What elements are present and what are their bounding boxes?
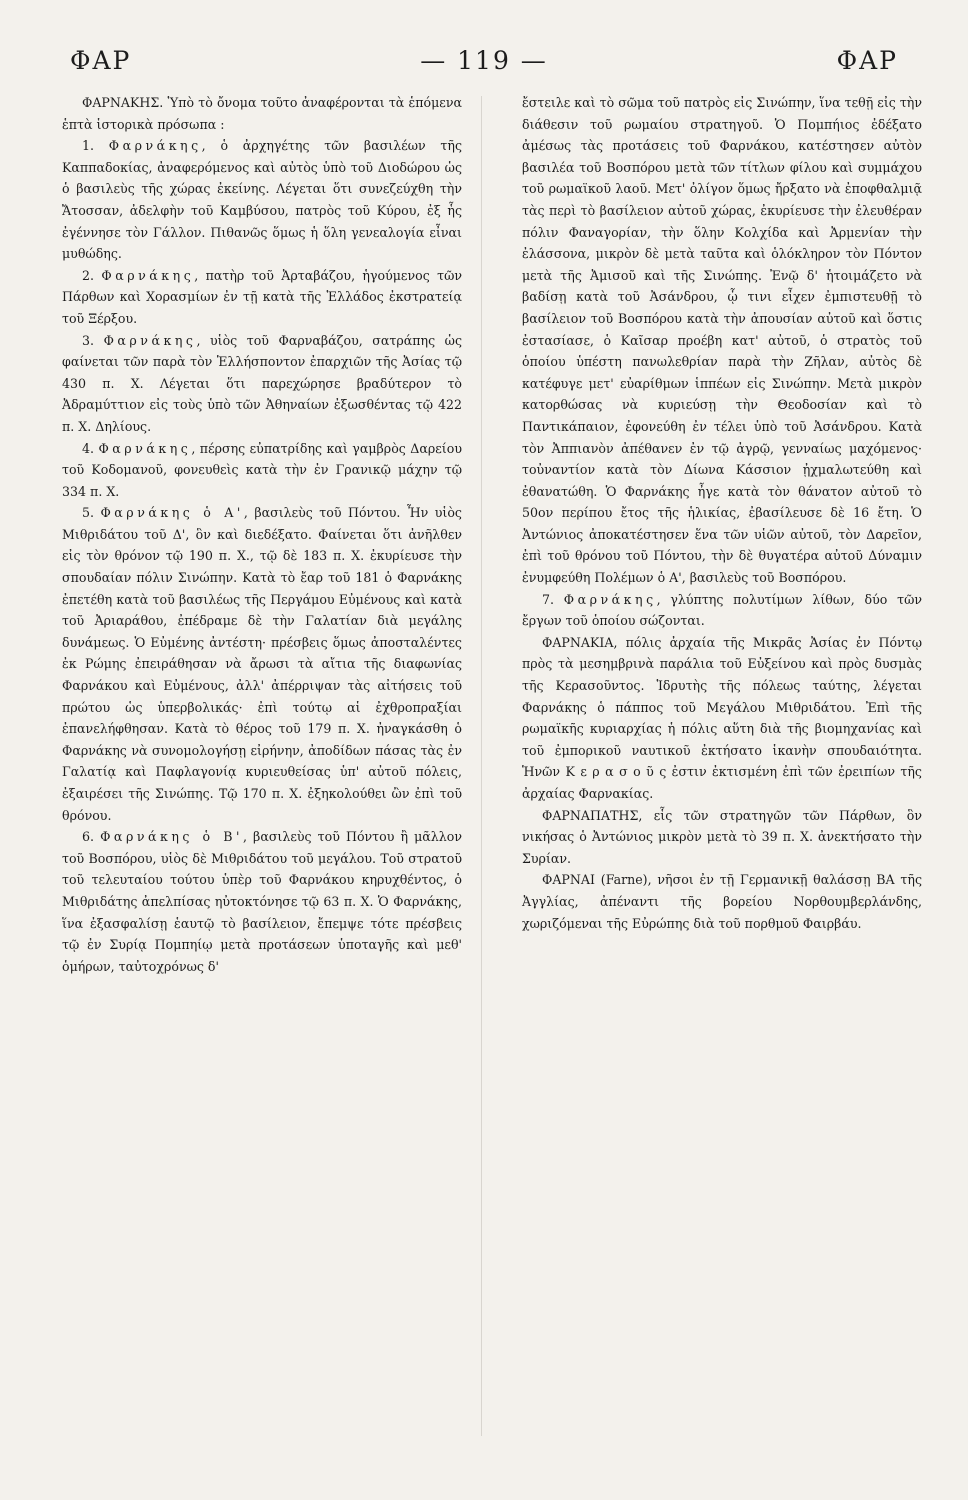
entry-number: 5.	[82, 505, 101, 521]
right-column	[522, 92, 922, 977]
entry-name: Φαρνάκης ὁ Β'	[100, 829, 243, 845]
entry-name: Φαρνάκης	[98, 440, 192, 456]
entry-headword: ΦΑΡΝΑΚΗΣ.	[82, 95, 164, 110]
header-right: ΦΑΡ	[836, 45, 898, 75]
entry-farnakis-4	[62, 438, 462, 503]
entry-name: Φαρνάκης	[108, 138, 202, 154]
entry-text: Ὑπὸ τὸ ὄνομα τοῦτο ἀναφέρονται τὰ ἑπόμενα ἑπτὰ ἱστορικὰ πρόσωπα :	[62, 95, 462, 132]
entry-name: Φαρνάκης	[103, 332, 197, 348]
page-number: — 119 —	[420, 45, 548, 75]
entry-number: 1.	[82, 138, 109, 154]
running-header	[70, 40, 898, 80]
entry-headword: ΦΑΡΝΑΠΑΤΗΣ	[542, 807, 639, 823]
entry-farnakis-intro	[62, 92, 462, 135]
entry-text: , πέρσης εὐπατρίδης καὶ γαμβρὸς Δαρείου τοῦ Κοδομανοῦ, φονευθεὶς κατὰ τὴν ἐν Γρανικῷ μάχην τῷ 334 π. Χ.	[62, 440, 462, 499]
entry-farnakis-6-continued	[522, 92, 922, 589]
entry-text: , βασιλεὺς τοῦ Πόντου. Ἦν υἱὸς Μιθριδάτου τοῦ Δ', ὃν καὶ διεδέξατο. Φαίνεται ὅτι ἀνῆλθεν εἰς τὸν θρόνον τῷ 190 π. Χ., τῷ δὲ 183 π. Χ. ἐκυρίευσε τὴν σπουδαίαν πόλιν Σινώπην. Κατὰ τὸ ἔαρ τοῦ 181 ὁ Φαρνάκης ἐπετέθη κατὰ τοῦ βασιλέως τῆς Περγάμου Εὐμένους καὶ κατὰ τοῦ Ἀριαράθου, ἐπέδραμε δὲ τὴν Γαλατίαν διὰ μεγάλης δυνάμεως. Ὁ Εὐμένης ἀντέστη· πρέσβεις ὅμως ἀποσταλέντες ἐκ Ρώμης ἐπειράθησαν νὰ ἄρωσι τὰ αἴτια τῆς διαφωνίας Φαρνάκου καὶ Εὐμένους, ἀλλ' ἀπέρριψαν τὰς αἰτήσεις τοῦ πρώτου ὡς ὑπερβολικάς· ἐπὶ τούτῳ αἱ ἐχθροπραξίαι ἐπανελήφθησαν. Κατὰ τὸ θέρος τοῦ 179 π. Χ. ἠναγκάσθη ὁ Φαρνάκης νὰ συνομολογήσῃ εἰρήνην, ἀποδίδων πάσας τὰς ἐν Γαλατίᾳ καὶ Παφλαγονίᾳ κυριευθείσας ὑπ' αὐτοῦ πόλεις, ἐξαιρέσει τῆς Σινώπης. Τῷ 170 π. Χ. ἐξηκολούθει ὢν ἐπὶ τοῦ θρόνου.	[62, 505, 462, 823]
entry-farnakis-7	[522, 589, 922, 632]
entry-headword: ΦΑΡΝΑΙ (Farne)	[542, 872, 648, 888]
entry-farnai	[522, 869, 922, 934]
entry-farnakis-3	[62, 330, 462, 438]
entry-farnapatis	[522, 805, 922, 870]
entry-farnakis-6	[62, 826, 462, 977]
entry-farnakis-5	[62, 502, 462, 826]
entry-number: 4.	[82, 440, 99, 456]
entry-farnakis-1	[62, 135, 462, 265]
entry-text: , υἱὸς τοῦ Φαρναβάζου, σατράπης ὡς φαίνεται τῶν παρὰ τὸν Ἑλλήσποντον ἐπαρχιῶν τῆς Ἀσίας τῷ 430 π. Χ. Λέγεται ὅτι παρεχώρησε βραδύτερον τὸ Ἀδραμύττιον εἰς τοὺς ὑπὸ τῶν Ἀθηναίων ἐξωσθέντας τῷ 422 π. Χ. Δηλίους.	[62, 332, 462, 434]
entry-text: , εἷς τῶν στρατηγῶν τῶν Πάρθων, ὃν νικήσας ὁ Ἀντώνιος μικρὸν μετὰ τὸ 39 π. Χ. ἀνεκτήσατο τὴν Συρίαν.	[522, 807, 922, 866]
entry-text: , νῆσοι ἐν τῇ Γερμανικῇ θαλάσσῃ ΒΑ τῆς Ἀγγλίας, ἀπέναντι τῆς βορείου Νορθουμβερλάνδης, χωριζόμεναι τῆς Εὐρώπης διὰ τοῦ πορθμοῦ Φαιρβάυ.	[522, 872, 922, 931]
entry-text: , πόλις ἀρχαία τῆς Μικρᾶς Ἀσίας ἐν Πόντῳ πρὸς τὰ μεσημβρινὰ παράλια τοῦ Εὐξείνου καὶ πρὸς δυσμὰς τῆς Κερασοῦντος. Ἱδρυτὴς τῆς πόλεως ταύτης, λέγεται Φαρνάκης ὁ πάππος τοῦ Μεγάλου Μιθριδάτου. Ἐπὶ τῆς ρωμαϊκῆς κυριαρχίας ἡ πόλις αὕτη διὰ τῆς βιομηχανίας καὶ τοῦ ἐμπορικοῦ ναυτικοῦ ἐκτήσατο ἱκανὴν σπουδαιότητα. Ἡνῶν Κ ε ρ α σ ο ῦ ς ἐστιν ἐκτισμένη ἐπὶ τῶν ἐρειπίων τῆς ἀρχαίας Φαρνακίας.	[522, 634, 922, 801]
left-column	[62, 92, 462, 977]
text-columns	[62, 92, 922, 977]
entry-name: Φαρνάκης	[563, 591, 657, 607]
entry-text: , γλύπτης πολυτίμων λίθων, δύο τῶν ἔργων τοῦ ὁποίου σώζονται.	[522, 591, 922, 629]
entry-headword: ΦΑΡΝΑΚΙΑ	[542, 634, 614, 650]
entry-number: 3.	[82, 332, 104, 348]
entry-number: 6.	[82, 829, 101, 845]
entry-text: , βασιλεὺς τοῦ Πόντου ἢ μᾶλλον τοῦ Βοσπόρου, υἱὸς δὲ Μιθριδάτου τοῦ μεγάλου. Τοῦ στρατοῦ τοῦ τελευταίου τούτου ὑπὲρ τοῦ Φαρνάκου κηρυχθέντος, ὁ Μιθριδάτης ἀπελπίσας ηὐτοκτόνησε τῷ 63 π. Χ. Ὁ Φαρνάκης, ἵνα ἐξασφαλίσῃ ἑαυτῷ τὸ βασίλειον, ἔπεμψε τότε πρέσβεις τῷ ἐν Συρίᾳ Πομπηίῳ μετὰ προτάσεων ὑποταγῆς καὶ μεθ' ὁμήρων, ταὐτοχρόνως δ'	[62, 829, 462, 974]
entry-text: , ὁ ἀρχηγέτης τῶν βασιλέων τῆς Καππαδοκίας, ἀναφερόμενος καὶ αὐτὸς ὑπὸ τοῦ Διοδώρου ὡς ὁ βασιλεὺς τῆς χώρας ἐκείνης. Λέγεται ὅτι συνεζεύχθη τὴν Ἄτοσσαν, ἀδελφὴν τοῦ Καμβύσου, πατρὸς τοῦ Κύρου, ἐξ ἧς ἐγέννησε τὸν Γάλλον. Πιθανῶς ὅμως ἡ ὅλη γενεαλογία εἶναι μυθώδης.	[62, 138, 462, 262]
entry-text: ἔστειλε καὶ τὸ σῶμα τοῦ πατρὸς εἰς Σινώπην, ἵνα τεθῇ εἰς τὴν διάθεσιν τοῦ ρωμαίου στρατηγοῦ. Ὁ Πομπήιος ἐδέξατο ἀμέσως τὰς προτάσεις τοῦ Φαρνάκου, κατέστησεν αὐτὸν βασιλέα τοῦ Βοσπόρου μετὰ τῶν τίτλων φίλου καὶ συμμάχου τοῦ ρωμαϊκοῦ λαοῦ. Μετ' ὀλίγον ὅμως ἤρξατο νὰ ἐποφθαλμιᾷ τὰς περὶ τὸ βασίλειον αὐτοῦ χώρας, ἐκυρίευσε τὴν ἐλευθέραν πόλιν Φαναγορίαν, τὴν ὅλην Κολχίδα καὶ Ἀρμενίαν τὴν ἐλάσσονα, μικρὸν δὲ μετὰ ταῦτα καὶ ὁλόκληρον τὸν Πόντον μετὰ τῆς Ἀμισοῦ καὶ τῆς Σινώπης. Ἐνῷ δ' ἡτοιμάζετο νὰ βαδίσῃ κατὰ τοῦ Ἀσάνδρου, ᾧ τινι εἶχεν ἐμπιστευθῇ τὸ βασίλειον τοῦ Βοσπόρου κατὰ τὴν ἀπουσίαν αὐτοῦ καὶ ὅστις ἐστασίασε, ὁ Καῖσαρ προέβη κατ' αὐτοῦ, ὁ στρατὸς τοῦ ὁποίου ὑπέστη πανωλεθρίαν παρὰ τὴν Ζῆλαν, αὐτὸς δὲ κατέφυγε μετ' εὐαρίθμων ἱππέων εἰς Σινώπην. Μετὰ μικρὸν κατορθώσας νὰ κυριεύσῃ τὴν Θεοδοσίαν καὶ τὸ Παντικάπαιον, ἐφονεύθη ἐν τέλει ὑπὸ τοῦ Ἀσάνδρου. Κατὰ τὸν Ἀππιανὸν ἀπέθανεν ἐν τῷ ἀγρῷ, γενναίως μαχόμενος· τοὐναντίον κατὰ τὸν Δίωνα Κάσσιον ᾐχμαλωτεύθη καὶ ἐθανατώθη. Ὁ Φαρνάκης ἦγε κατὰ τὸν θάνατον αὐτοῦ τὸ 50ον περίπου ἔτος τῆς ἡλικίας, ἐβασίλευσε δὲ 16 ἔτη. Ὁ Ἀντώνιος ἀποκατέστησεν ἕνα τῶν υἱῶν αὐτοῦ, τὸν Δαρεῖον, ἐπὶ τοῦ θρόνου τοῦ Πόντου, τὴν δὲ θυγατέρα αὐτοῦ Δύναμιν ἐνυμφεύθη Πολέμων ὁ Α', βασιλεὺς τοῦ Βοσπόρου.	[522, 95, 922, 586]
entry-text: , πατὴρ τοῦ Ἀρταβάζου, ἡγούμενος τῶν Πάρθων καὶ Χορασμίων ἐν τῇ κατὰ τῆς Ἑλλάδος ἐκστρατείᾳ τοῦ Ξέρξου.	[62, 267, 462, 326]
entry-name: Φαρνάκης ὁ Α'	[100, 505, 244, 521]
entry-name: Φαρνάκης	[101, 267, 195, 283]
entry-number: 2.	[82, 267, 102, 283]
entry-number: 7.	[542, 591, 564, 607]
entry-farnakia	[522, 632, 922, 805]
header-left: ΦΑΡ	[70, 45, 132, 75]
entry-farnakis-2	[62, 265, 462, 330]
